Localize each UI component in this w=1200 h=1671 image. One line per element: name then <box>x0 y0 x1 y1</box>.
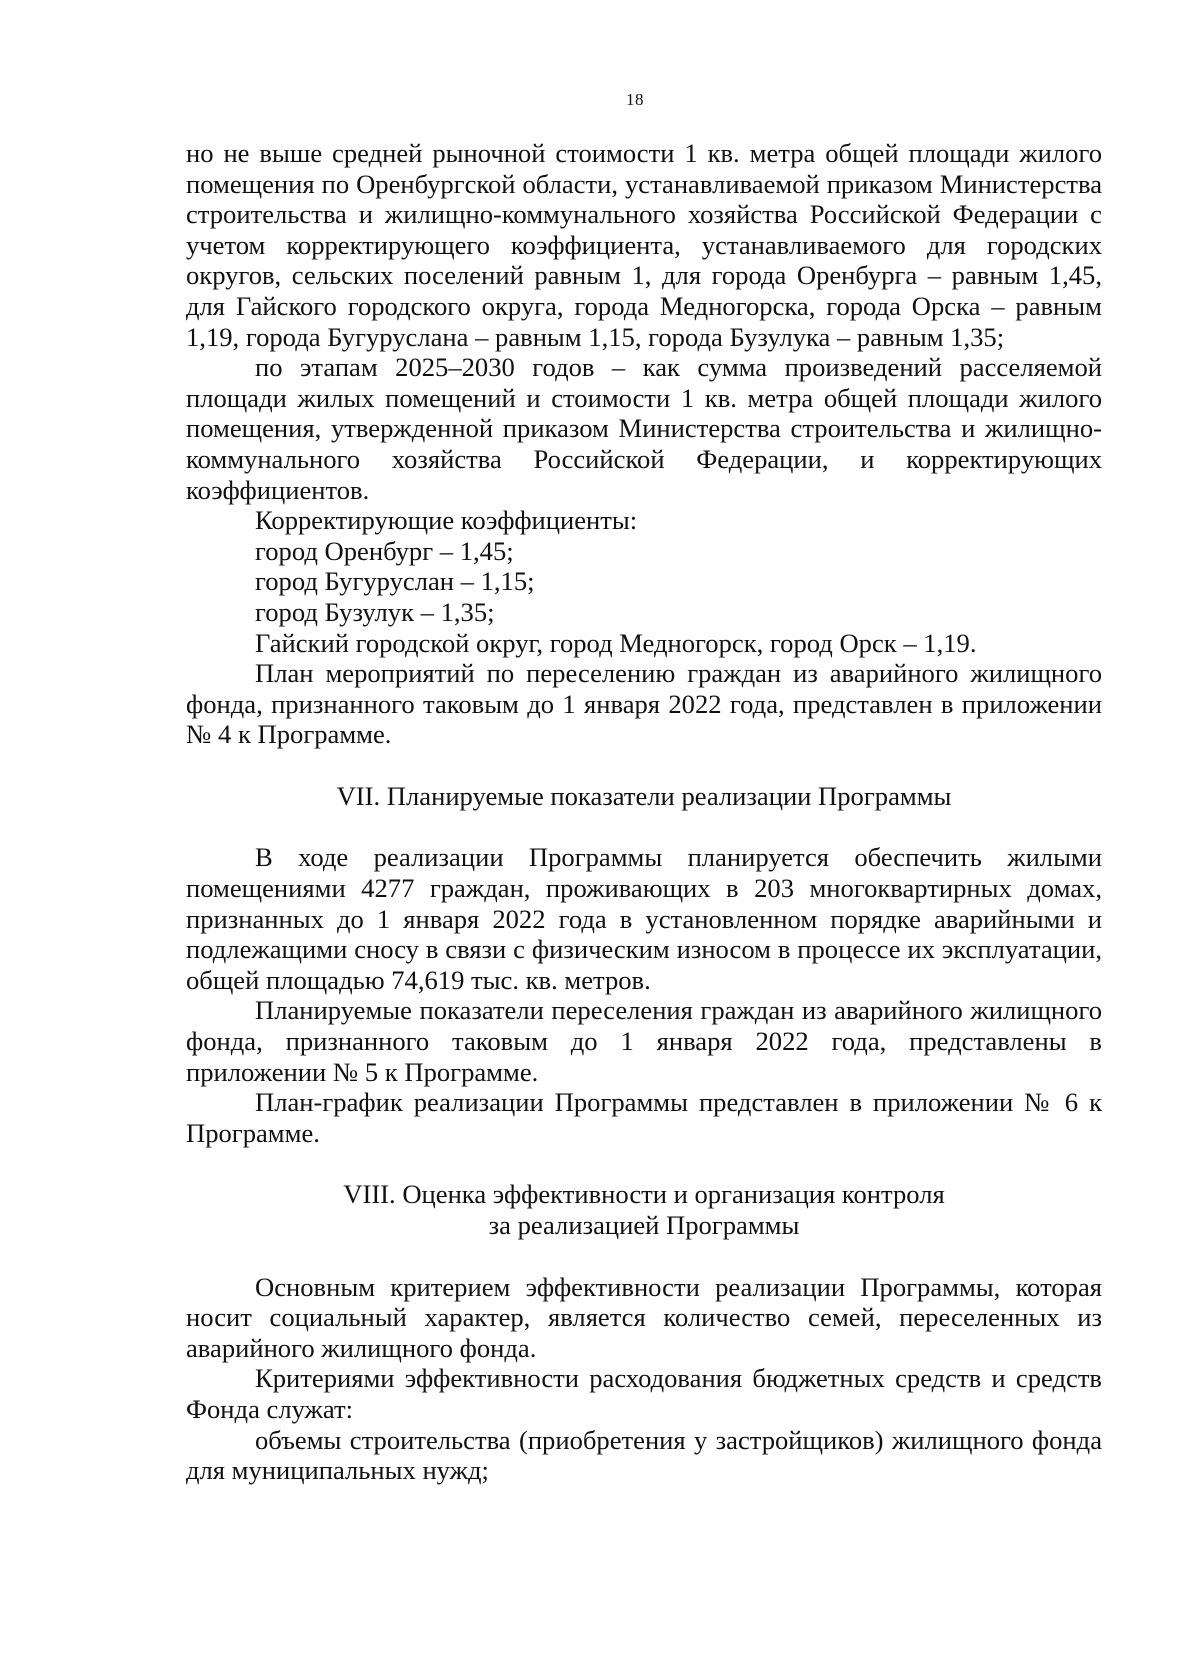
section-7-paragraph-1: В ходе реализации Программы планируется обеспечить жилыми помещениями 4277 граждан, проживающих в 203 многоквартирных домах, признанных до 1 января 2022 года в установленном порядке аварийными и подлежащими сносу в связи с физическим износом в процессе их эксплуатации, общей площадью 74,619 тыс. кв. метров. <box>186 842 1102 995</box>
coefficients-title: Корректирующие коэффициенты: <box>255 505 638 536</box>
section-8-paragraph-3: объемы строительства (приобретения у застройщиков) жилищного фонда для муниципальных нужд; <box>186 1424 1102 1486</box>
paragraph-resettlement-plan: План мероприятий по переселению граждан из аварийного жилищного фонда, признанного таковым до 1 января 2022 года, представлен в приложении № 4 к Программе. <box>186 658 1102 750</box>
coefficient-buzuluk: город Бузулук – 1,35; <box>255 596 495 627</box>
section-7-paragraph-2: Планируемые показатели переселения граждан из аварийного жилищного фонда, признанного таковым до 1 января 2022 года, представлены в приложении № 5 к Программе. <box>186 995 1102 1087</box>
coefficient-orenburg: город Оренбург – 1,45; <box>255 535 514 566</box>
section-7-paragraph-3: План-график реализации Программы представлен в приложении № 6 к Программе. <box>186 1087 1102 1148</box>
section-8-heading-line-2: за реализацией Программы <box>488 1210 800 1240</box>
coefficient-gai-mednogorsk-orsk: Гайский городской округ, город Медногорск, город Орск – 1,19. <box>255 627 977 658</box>
section-8-paragraph-2: Критериями эффективности расходования бюджетных средств и средств Фонда служат: <box>186 1363 1102 1424</box>
coefficient-buguruslan: город Бугуруслан – 1,15; <box>255 566 535 597</box>
document-body <box>186 138 1102 1486</box>
paragraph-stages-2025-2030: по этапам 2025–2030 годов – как сумма произведений расселяемой площади жилых помещений и стоимости 1 кв. метра общей площади жилого помещения, утвержденной приказом Министерства строительства и жилищно-коммунального хозяйства Российской Федерации, и корректирующих коэффициентов. <box>186 352 1102 505</box>
section-7-heading: VII. Планируемые показатели реализации Программы <box>336 780 952 811</box>
paragraph-cost-limit: но не выше средней рыночной стоимости 1 кв. метра общей площади жилого помещения по Оренбургской области, устанавливаемой приказом Министерства строительства и жилищно-коммунального хозяйства Российской Федерации с учетом корректирующего коэффициента, устанавливаемого для городских округов, сельских поселений равным 1, для города Оренбурга – равным 1,45, для Гайского городского округа, города Медногорска, города Орска – равным 1,19, города Бугуруслана – равным 1,15, города Бузулука – равным 1,35; <box>186 138 1102 352</box>
section-8-heading-line-1: VIII. Оценка эффективности и организация контроля <box>343 1179 945 1210</box>
page-number: 18 <box>626 90 644 109</box>
section-8-paragraph-1: Основным критерием эффективности реализации Программы, которая носит социальный характер, является количество семей, переселенных из аварийного жилищного фонда. <box>186 1271 1102 1363</box>
coefficients-list <box>186 505 1102 658</box>
section-8-heading <box>186 1179 1102 1240</box>
